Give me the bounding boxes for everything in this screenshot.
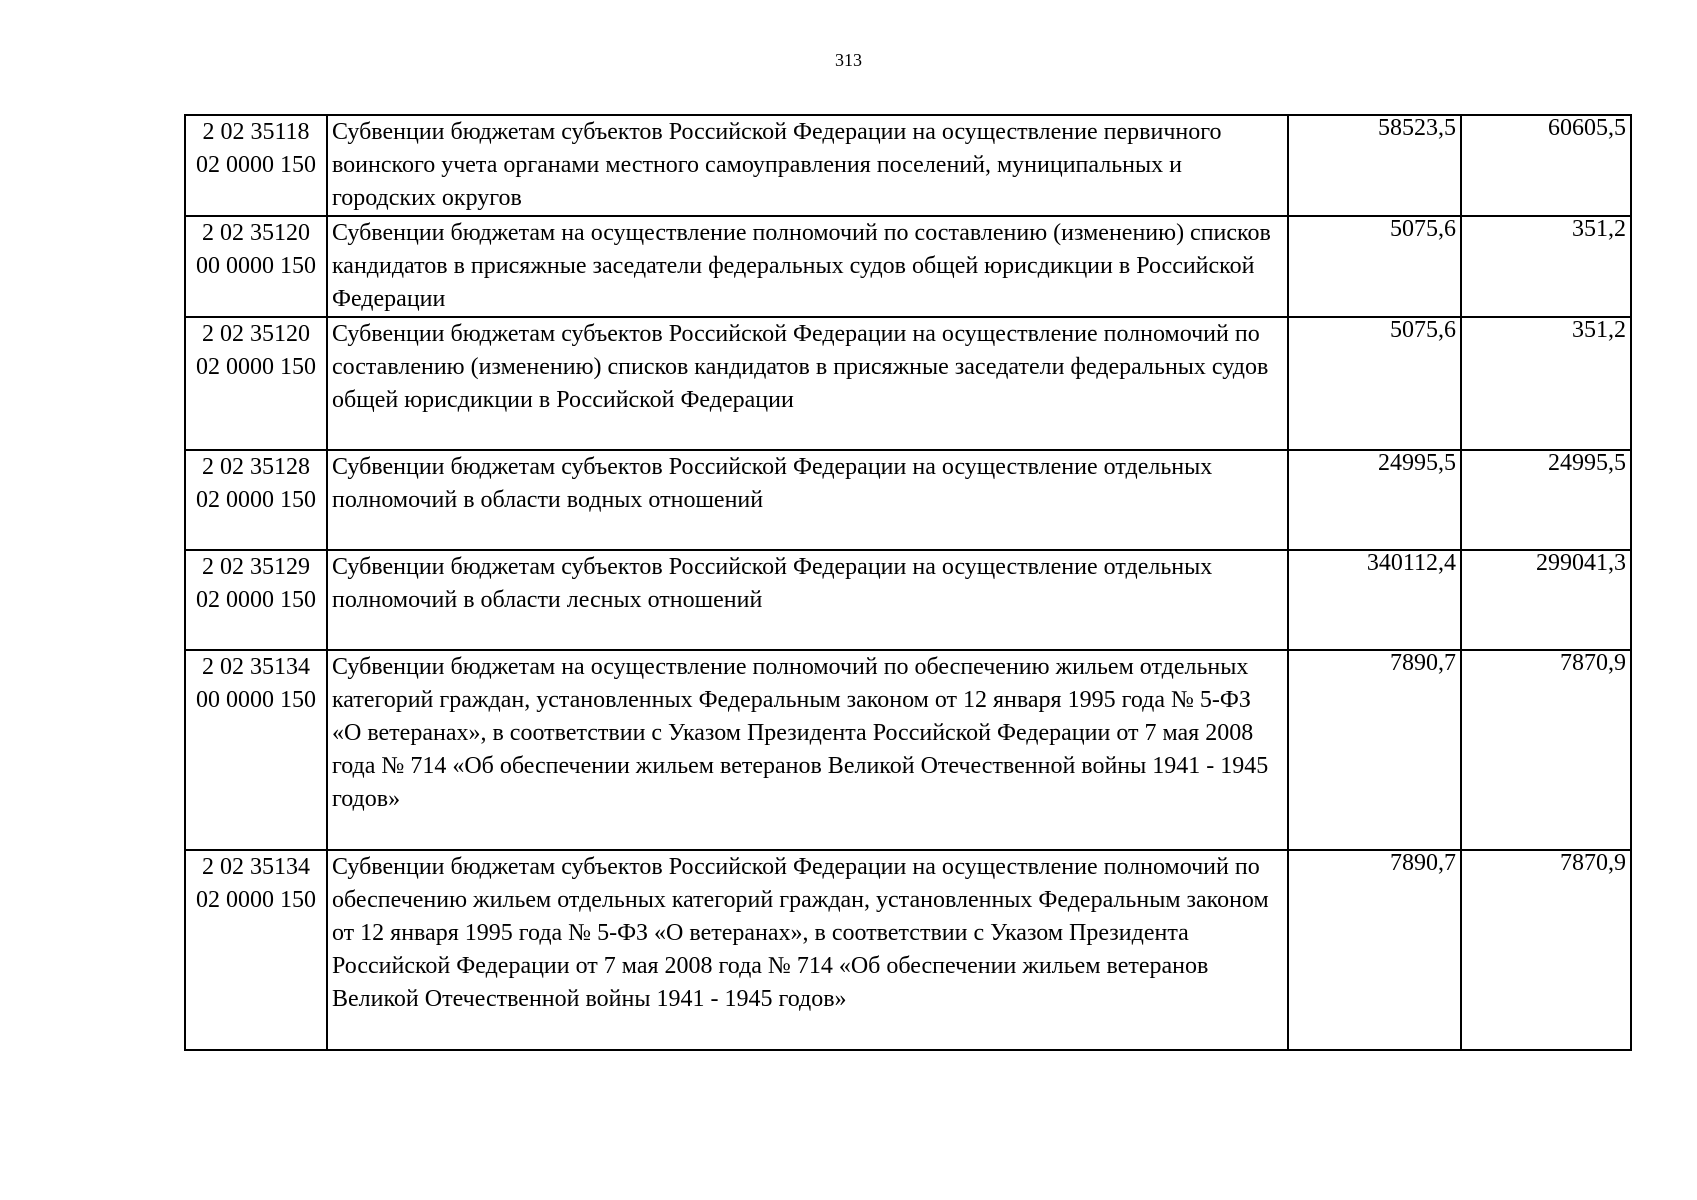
amount-cell-1 xyxy=(1288,115,1461,216)
budget-code-cell xyxy=(185,550,327,650)
amount-cell-1 xyxy=(1288,450,1461,550)
amount-cell-2 xyxy=(1461,317,1631,450)
amount-value-2: 299041,3 xyxy=(1536,550,1626,576)
budget-code-line: 02 0000 150 xyxy=(196,354,316,380)
budget-code-cell xyxy=(185,850,327,1050)
budget-code-line: 02 0000 150 xyxy=(196,887,316,913)
budget-code-line: 2 02 35129 xyxy=(202,554,310,580)
amount-cell-1 xyxy=(1288,550,1461,650)
description-cell: Субвенции бюджетам субъектов Российской Федерации на осуществление полномочий по обеспечению жильем отдельных категорий граждан, установленных Федеральным законом от 12 января 1995 года № 5-ФЗ «О ветеранах», в соответствии с Указом Президента Российской Федерации от 7 мая 2008 года № 714 «Об обеспечении жильем ветеранов Великой Отечественной войны 1941 - 1945 годов» xyxy=(327,850,1288,1050)
amount-value-1: 7890,7 xyxy=(1390,650,1456,676)
amount-value-2: 7870,9 xyxy=(1560,850,1626,876)
table-row xyxy=(185,450,1631,550)
description-cell: Субвенции бюджетам субъектов Российской Федерации на осуществление первичного воинского учета органами местного самоуправления поселений, муниципальных и городских округов xyxy=(327,115,1288,216)
table-row xyxy=(185,850,1631,1050)
amount-cell-2 xyxy=(1461,115,1631,216)
budget-code-cell xyxy=(185,317,327,450)
amount-cell-2 xyxy=(1461,650,1631,850)
budget-code-line: 00 0000 150 xyxy=(196,253,316,279)
budget-code-line: 00 0000 150 xyxy=(196,687,316,713)
budget-code-line: 02 0000 150 xyxy=(196,487,316,513)
amount-value-1: 5075,6 xyxy=(1390,216,1456,242)
amount-value-1: 340112,4 xyxy=(1366,550,1456,576)
budget-code-line: 02 0000 150 xyxy=(196,587,316,613)
budget-code-line: 2 02 35120 xyxy=(202,220,310,246)
description-cell: Субвенции бюджетам субъектов Российской Федерации на осуществление отдельных полномочий в области водных отношений xyxy=(327,450,1288,550)
page-number: 313 xyxy=(835,50,862,70)
amount-cell-1 xyxy=(1288,216,1461,317)
amount-cell-2 xyxy=(1461,216,1631,317)
amount-value-2: 351,2 xyxy=(1572,216,1626,242)
amount-cell-1 xyxy=(1288,317,1461,450)
amount-cell-2 xyxy=(1461,450,1631,550)
description-cell: Субвенции бюджетам на осуществление полномочий по обеспечению жильем отдельных категорий граждан, установленных Федеральным законом от 12 января 1995 года № 5-ФЗ «О ветеранах», в соответствии с Указом Президента Российской Федерации от 7 мая 2008 года № 714 «Об обеспечении жильем ветеранов Великой Отечественной войны 1941 - 1945 годов» xyxy=(327,650,1288,850)
description-cell: Субвенции бюджетам на осуществление полномочий по составлению (изменению) списков кандидатов в присяжные заседатели федеральных судов общей юрисдикции в Российской Федерации xyxy=(327,216,1288,317)
budget-code-cell xyxy=(185,650,327,850)
amount-value-1: 24995,5 xyxy=(1378,450,1456,476)
budget-code-cell xyxy=(185,115,327,216)
budget-code-line: 2 02 35118 xyxy=(202,119,310,145)
amount-cell-1 xyxy=(1288,850,1461,1050)
amount-value-2: 24995,5 xyxy=(1548,450,1626,476)
amount-value-2: 351,2 xyxy=(1572,317,1626,343)
amount-cell-2 xyxy=(1461,850,1631,1050)
budget-code-cell xyxy=(185,216,327,317)
budget-code-line: 2 02 35134 xyxy=(202,654,310,680)
amount-cell-1 xyxy=(1288,650,1461,850)
budget-code-line: 2 02 35128 xyxy=(202,454,310,480)
budget-table xyxy=(184,114,1632,1051)
amount-cell-2 xyxy=(1461,550,1631,650)
table-row xyxy=(185,317,1631,450)
description-cell: Субвенции бюджетам субъектов Российской Федерации на осуществление отдельных полномочий в области лесных отношений xyxy=(327,550,1288,650)
budget-code-line: 2 02 35120 xyxy=(202,321,310,347)
amount-value-1: 58523,5 xyxy=(1378,115,1456,141)
table-row xyxy=(185,650,1631,850)
amount-value-1: 7890,7 xyxy=(1390,850,1456,876)
amount-value-2: 60605,5 xyxy=(1548,115,1626,141)
budget-code-cell xyxy=(185,450,327,550)
amount-value-2: 7870,9 xyxy=(1560,650,1626,676)
table-row xyxy=(185,115,1631,216)
amount-value-1: 5075,6 xyxy=(1390,317,1456,343)
budget-code-line: 02 0000 150 xyxy=(196,152,316,178)
description-cell: Субвенции бюджетам субъектов Российской Федерации на осуществление полномочий по составлению (изменению) списков кандидатов в присяжные заседатели федеральных судов общей юрисдикции в Российской Федерации xyxy=(327,317,1288,450)
table-row xyxy=(185,216,1631,317)
budget-code-line: 2 02 35134 xyxy=(202,854,310,880)
table-row xyxy=(185,550,1631,650)
